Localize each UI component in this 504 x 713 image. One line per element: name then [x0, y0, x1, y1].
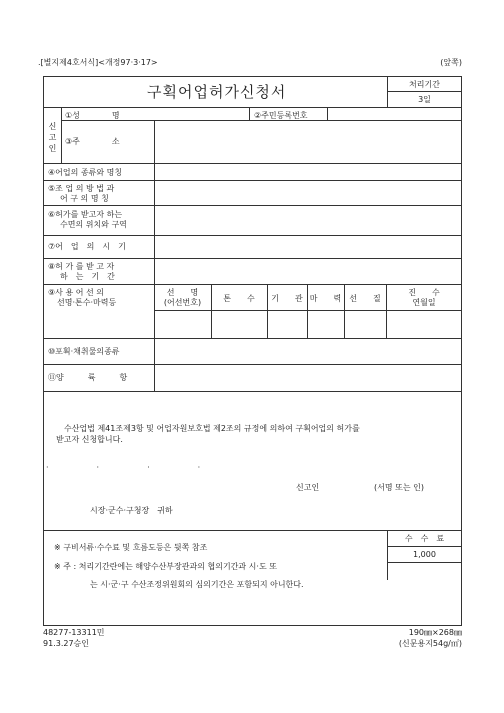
vessel-name-header-2: (어선번호) [163, 298, 202, 307]
applicant-group-label-3: 인 [48, 144, 57, 153]
recipient-line: 시장·군수·구청장 귀하 [90, 506, 173, 515]
permit-period-label-1: ⑧허 가 를 받 고 자 [48, 262, 115, 271]
vessel-label-1: ⑨사 용 어 선 의 [48, 288, 104, 297]
tonnage-header: 톤 수 [223, 294, 255, 303]
note-3: 는 시·군·구 수산조정위원회의 심의기간은 포함되지 아니한다. [90, 580, 304, 589]
resident-id-label: ②주민등록번호 [254, 111, 308, 120]
form-title: 구획어업허가신청서 [147, 83, 287, 101]
processing-period-label: 처리기간 [409, 80, 440, 89]
footer-code: 48277-13311민 [43, 628, 105, 637]
water-area-label-2: 수면의 위치와 구역 [60, 220, 127, 229]
engine-header: 기 관 [271, 294, 303, 303]
catch-species-label: ⑩포획·채취물의종류 [48, 347, 120, 356]
date-marks: · · · · [46, 463, 201, 472]
vessel-name-header-1: 선 명 [166, 288, 199, 297]
launch-date-header-1: 진 수 [408, 288, 440, 297]
vessel-label-2: 선명·톤수·마력등 [57, 298, 117, 307]
name-label: ①성 명 [65, 111, 120, 120]
launch-date-header-2: 연월일 [412, 298, 436, 307]
signature-hint: (서명 또는 인) [374, 483, 424, 492]
note-1: ※ 구비서류·수수료 및 흐름도등은 뒷쪽 참조 [54, 543, 208, 552]
horsepower-header: 마 력 [309, 294, 342, 303]
footer-approval: 91.3.27승인 [43, 639, 89, 648]
declaration-line-2: 받고자 신청합니다. [56, 435, 123, 444]
processing-period-value: 3일 [418, 95, 431, 104]
note-2: ※ 주 : 처리기간란에는 해양수산부장관과의 협의기간과 시·도 또 [54, 562, 277, 571]
form-number: .[별지제4호서식]<개정97·3·17> [38, 58, 158, 67]
fishing-season-label: ⑦어 업 의 시 기 [48, 242, 126, 251]
hull-material-header: 선 질 [349, 294, 381, 303]
declaration-line-1: 수산업법 제41조제3항 및 어업자원보호법 제2조의 규정에 의하여 구획어업의 허가를 [64, 424, 360, 433]
permit-period-label-2: 하 는 기 간 [60, 272, 115, 281]
landing-port-label: ⑪양 륙 항 [48, 373, 128, 382]
applicant-signature-label: 신고인 [296, 483, 320, 492]
applicant-group-label-2: 고 [48, 133, 57, 142]
application-form [43, 76, 462, 626]
fishery-type-label: ④어업의 종류와 명칭 [48, 168, 123, 177]
footer-paper-size: 190㎜×268㎜ [408, 628, 462, 637]
address-label: ③주 소 [65, 137, 120, 146]
fishing-method-label-2: 어 구 의 명 칭 [60, 194, 109, 203]
footer-paper-type: (신문용지54g/㎡) [398, 639, 462, 648]
fee-label: 수 수 료 [404, 534, 445, 543]
fee-value: 1,000 [413, 550, 436, 559]
page-side-label: (앞쪽) [440, 58, 462, 67]
fishing-method-label-1: ⑤조 업 의 방 법 과 [48, 184, 115, 193]
applicant-group-label-1: 신 [48, 122, 57, 131]
water-area-label-1: ⑥허가를 받고자 하는 [48, 210, 123, 219]
